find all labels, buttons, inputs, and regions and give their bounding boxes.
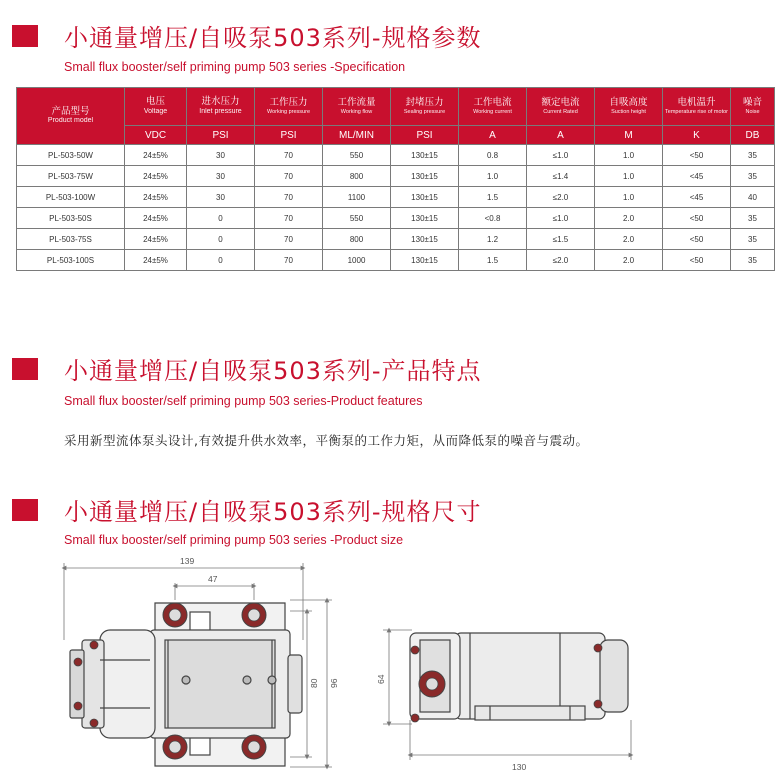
table-cell: 35 (731, 145, 775, 166)
features-section-subtitle: Small flux booster/self priming pump 503 series-Product features (64, 394, 423, 408)
table-cell: <50 (663, 250, 731, 271)
unit-working-flow: ML/MIN (323, 126, 391, 145)
table-cell: 550 (323, 145, 391, 166)
table-cell: 1.0 (595, 187, 663, 208)
dim-side-height: 64 (376, 674, 386, 684)
col-header-voltage: 电压 Voltage (125, 88, 187, 126)
unit-working-current: A (459, 126, 527, 145)
table-cell: 70 (255, 229, 323, 250)
table-cell: 2.0 (595, 250, 663, 271)
model-cell: PL-503-75S (17, 229, 125, 250)
table-cell: 70 (255, 145, 323, 166)
section-marker-size (12, 499, 38, 521)
table-cell: 0.8 (459, 145, 527, 166)
table-cell: 35 (731, 208, 775, 229)
table-row (17, 229, 775, 250)
section-marker-features (12, 358, 38, 380)
table-cell: 0 (187, 250, 255, 271)
features-text: 采用新型流体泵头设计,有效提升供水效率，平衡泵的工作力矩，从而降低泵的噪音与震动。 (64, 433, 589, 448)
col-header-working-current: 工作电流 Working current (459, 88, 527, 126)
dim-side-length: 130 (512, 762, 527, 772)
unit-temp-rise: K (663, 126, 731, 145)
unit-sealing-pressure: PSI (391, 126, 459, 145)
table-cell: 24±5% (125, 187, 187, 208)
table-cell: 35 (731, 166, 775, 187)
table-cell: <50 (663, 208, 731, 229)
table-cell: 24±5% (125, 250, 187, 271)
table-cell: 130±15 (391, 145, 459, 166)
table-cell: 1.0 (595, 166, 663, 187)
model-header (17, 88, 125, 145)
table-cell: 1.2 (459, 229, 527, 250)
unit-noise: DB (731, 126, 775, 145)
table-cell: 800 (323, 166, 391, 187)
table-cell: 24±5% (125, 145, 187, 166)
table-cell: 130±15 (391, 229, 459, 250)
table-cell: <45 (663, 166, 731, 187)
spec-table (16, 87, 775, 271)
spec-section-subtitle: Small flux booster/self priming pump 503 series -Specification (64, 60, 406, 74)
col-header-working-pressure: 工作压力 Working pressure (255, 88, 323, 126)
dim-port-spacing: 47 (208, 574, 218, 584)
unit-voltage: VDC (125, 126, 187, 145)
table-cell: 40 (731, 187, 775, 208)
table-cell: 550 (323, 208, 391, 229)
col-header-inlet-pressure: 进水压力 Inlet pressure (187, 88, 255, 126)
table-cell: 130±15 (391, 187, 459, 208)
model-cell: PL-503-100S (17, 250, 125, 271)
col-header-temp-rise: 电机温升 Temperature rise of motor (663, 88, 731, 126)
table-cell: <0.8 (459, 208, 527, 229)
col-header-sealing-pressure: 封堵压力 Sealing pressure (391, 88, 459, 126)
table-cell: ≤1.5 (527, 229, 595, 250)
table-cell: 24±5% (125, 229, 187, 250)
col-header-current-rated: 额定电流 Current Rated (527, 88, 595, 126)
size-section-title: 小通量增压/自吸泵503系列-规格尺寸 (64, 498, 482, 526)
col-header-suction-height: 自吸高度 Suction height (595, 88, 663, 126)
col-header-working-flow: 工作流量 Working flow (323, 88, 391, 126)
table-row (17, 187, 775, 208)
table-cell: 70 (255, 187, 323, 208)
table-cell: ≤1.0 (527, 145, 595, 166)
table-cell: 24±5% (125, 166, 187, 187)
table-cell: 800 (323, 229, 391, 250)
product-size-drawing (0, 540, 780, 784)
table-cell: 1.5 (459, 250, 527, 271)
table-cell: 0 (187, 229, 255, 250)
features-section-title: 小通量增压/自吸泵503系列-产品特点 (64, 357, 482, 385)
table-cell: 70 (255, 166, 323, 187)
model-header-zh: 产品型号 (51, 105, 90, 117)
table-cell: ≤2.0 (527, 187, 595, 208)
model-cell: PL-503-50W (17, 145, 125, 166)
table-cell: 130±15 (391, 208, 459, 229)
size-section-subtitle: Small flux booster/self priming pump 503 series -Product size (64, 533, 404, 547)
table-cell: 130±15 (391, 250, 459, 271)
model-cell: PL-503-75W (17, 166, 125, 187)
table-cell: 1100 (323, 187, 391, 208)
table-cell: 2.0 (595, 208, 663, 229)
table-cell: 35 (731, 250, 775, 271)
unit-inlet-pressure: PSI (187, 126, 255, 145)
dim-total-length: 139 (180, 556, 195, 566)
table-cell: ≤2.0 (527, 250, 595, 271)
col-header-noise: 噪音 Noise (731, 88, 775, 126)
table-cell: 30 (187, 166, 255, 187)
spec-section-title: 小通量增压/自吸泵503系列-规格参数 (64, 24, 482, 52)
dim-inner-height: 80 (309, 678, 319, 688)
table-row (17, 145, 775, 166)
table-cell: 70 (255, 208, 323, 229)
table-cell: <50 (663, 229, 731, 250)
table-cell: 1000 (323, 250, 391, 271)
table-cell: <45 (663, 187, 731, 208)
table-cell: ≤1.4 (527, 166, 595, 187)
table-cell: 2.0 (595, 229, 663, 250)
table-cell: 1.0 (459, 166, 527, 187)
table-row (17, 166, 775, 187)
model-cell: PL-503-50S (17, 208, 125, 229)
table-cell: 130±15 (391, 166, 459, 187)
table-cell: 1.0 (595, 145, 663, 166)
table-cell: 35 (731, 229, 775, 250)
model-header-en: Product model (47, 117, 94, 125)
model-cell: PL-503-100W (17, 187, 125, 208)
table-row (17, 250, 775, 271)
table-cell: 30 (187, 145, 255, 166)
table-cell: 30 (187, 187, 255, 208)
unit-working-pressure: PSI (255, 126, 323, 145)
table-cell: 0 (187, 208, 255, 229)
table-cell: ≤1.0 (527, 208, 595, 229)
table-cell: <50 (663, 145, 731, 166)
unit-current-rated: A (527, 126, 595, 145)
table-cell: 24±5% (125, 208, 187, 229)
unit-suction-height: M (595, 126, 663, 145)
section-marker-spec (12, 25, 38, 47)
table-cell: 70 (255, 250, 323, 271)
table-cell: 1.5 (459, 187, 527, 208)
dim-total-height: 96 (329, 678, 339, 688)
table-row (17, 208, 775, 229)
